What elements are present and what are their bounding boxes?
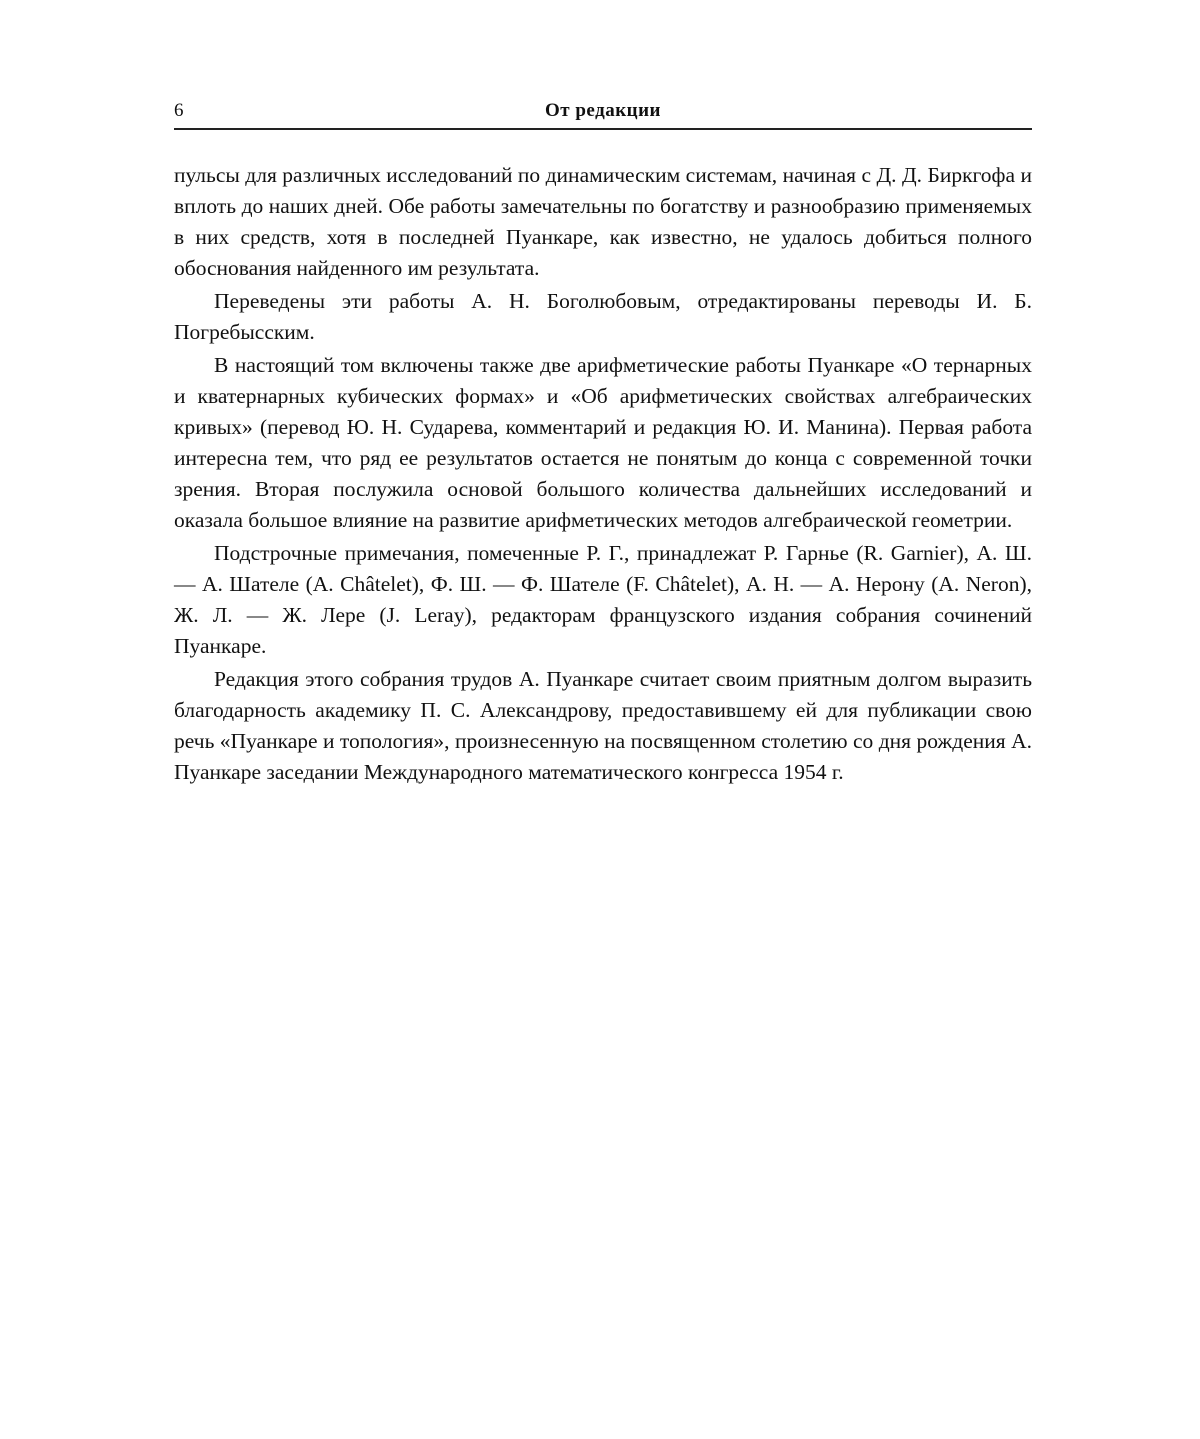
document-page [174,98,1032,788]
paragraph-acknowledgement: Редакция этого собрания трудов А. Пуанкаре считает своим приятным долгом выразить благодарность академику П. С. Александрову, предоставившему ей для публикации свою речь «Пуанкаре и топология», произнесенную на посвященном столетию со дня рождения А. Пуанкаре заседании Международного математического конгресса 1954 г. [174,667,1032,784]
page-number: 6 [174,100,184,121]
paragraph-arithmetic-works: В настоящий том включены также две арифметические работы Пуанкаре «О тернарных и кватернарных кубических формах» и «Об арифметических свойствах алгебраических кривых» (перевод Ю. Н. Сударева, комментарий и редакция Ю. И. Манина). Первая работа интересна тем, что ряд ее результатов остается не понятым до конца с современной точки зрения. Вторая послужила основой большого количества дальнейших исследований и оказала большое влияние на развитие арифметических методов алгебраической геометрии. [174,353,1032,532]
paragraph-continuation: пульсы для различных исследований по динамическим системам, начиная с Д. Д. Биркгофа и вплоть до наших дней. Обе работы замечательны по богатству и разнообразию применяемых в них средств, хотя в последней Пуанкаре, как известно, не удалось добиться полного обоснования найденного им результата. [174,163,1032,280]
paragraph-translators: Переведены эти работы А. Н. Боголюбовым, отредактированы переводы И. Б. Погребысским. [174,289,1032,344]
running-head [174,98,1032,126]
header-rule [174,128,1032,130]
body-text [174,160,1032,788]
running-title: От редакции [544,100,661,121]
paragraph-footnote-notes: Подстрочные примечания, помеченные Р. Г., принадлежат Р. Гарнье (R. Garnier), А. Ш. — А. Шателе (A. Châtelet), Ф. Ш. — Ф. Шателе (F. Châtelet), А. Н. — А. Нерону (A. Neron), Ж. Л. — Ж. Лере (J. Leray), редакторам французского издания собрания сочинений Пуанкаре. [174,541,1032,658]
